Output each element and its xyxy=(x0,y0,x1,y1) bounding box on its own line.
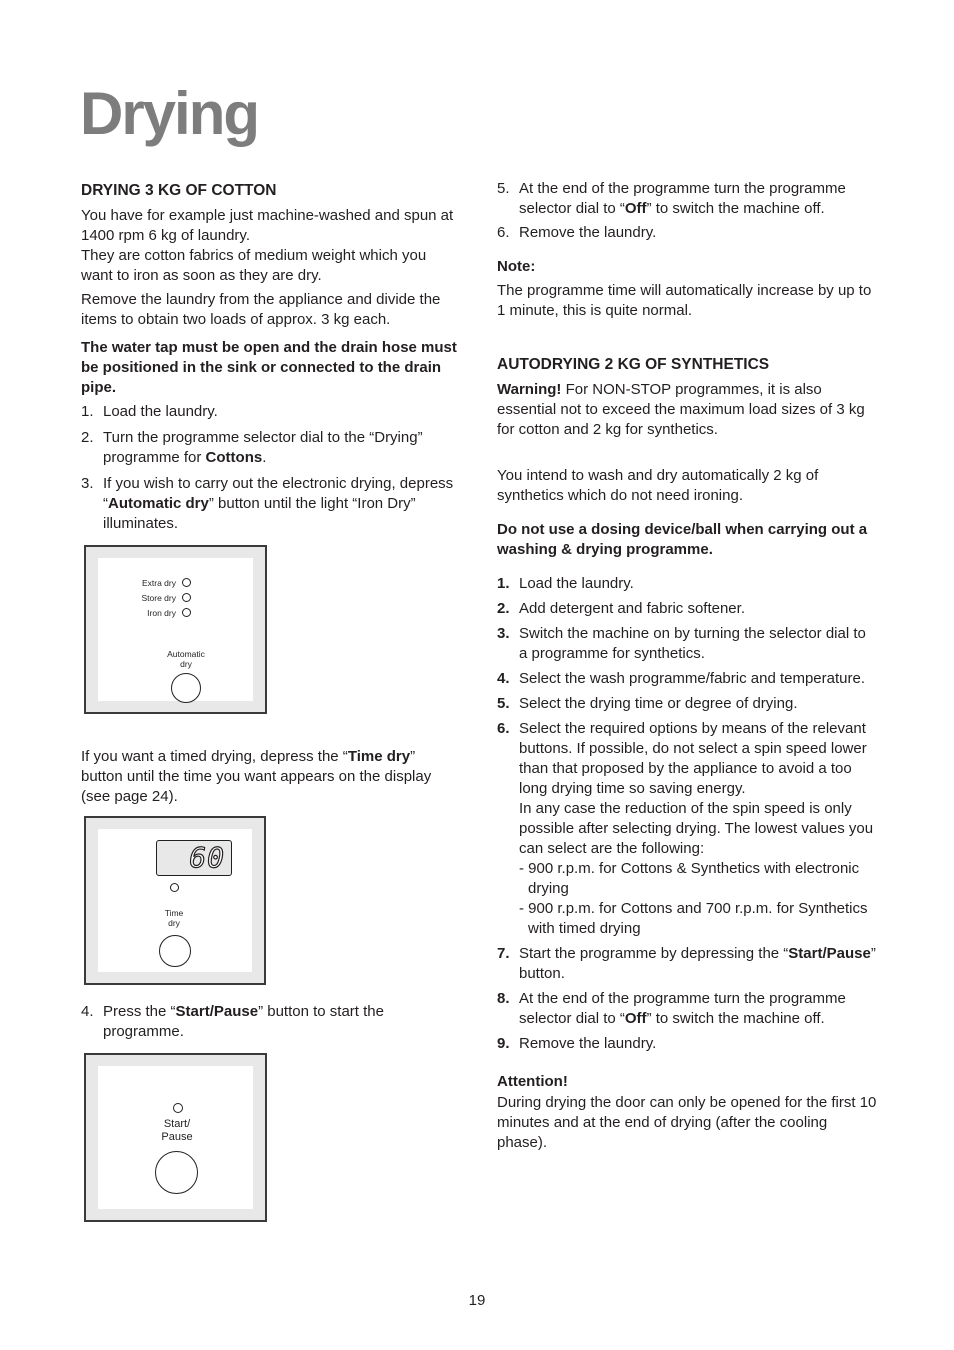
list-item: 2. Add detergent and fabric softener. xyxy=(497,600,745,617)
control-panel-time-dry xyxy=(84,816,266,985)
list-item: 8. At the end of the programme turn the programme selector dial to “Off” to switch the machine off. xyxy=(497,990,846,1027)
note-text: The programme time will automatically increase by up to 1 minute, this is quite normal. xyxy=(497,282,872,319)
led-indicator xyxy=(182,593,191,602)
list-item: 9. Remove the laundry. xyxy=(497,1035,657,1052)
led-indicator xyxy=(170,883,179,892)
list-emphasis: Automatic dry xyxy=(108,495,209,512)
list-number: 4. xyxy=(81,1003,94,1020)
button-label: Start/ Pause xyxy=(161,1118,193,1143)
button-label: Time dry xyxy=(164,908,184,928)
start-pause-button[interactable] xyxy=(155,1151,198,1194)
button-label: Automatic dry xyxy=(167,649,205,669)
list-number: 2. xyxy=(81,429,94,446)
list-emphasis: Off xyxy=(624,200,647,217)
list-item: 5. Select the drying time or degree of drying. xyxy=(497,695,798,712)
time-display xyxy=(156,840,232,876)
control-panel-automatic-dry xyxy=(84,545,267,714)
led-label-store-dry: Store dry xyxy=(141,593,176,603)
page-number: 19 xyxy=(468,1292,486,1309)
list-item: 3. Switch the machine on by turning the selector dial to a programme for synthetics. xyxy=(497,625,866,662)
warning-text: The water tap must be open and the drain hose must be positioned in the sink or connected to the drain pipe. xyxy=(81,339,457,396)
list-item: 5. At the end of the programme turn the programme selector dial to “Off” to switch the machine off. xyxy=(497,180,846,217)
text-emphasis: Time dry xyxy=(347,748,411,765)
paragraph: Remove the laundry from the appliance and divide the items to obtain two loads of approx. 3 kg each. xyxy=(81,291,441,328)
list-text: Turn the programme selector dial to the “Drying” programme for xyxy=(103,429,423,466)
page-title: Drying xyxy=(80,80,259,147)
list-text: If you wish to carry out the electronic drying, depress “ xyxy=(103,475,454,512)
led-indicator xyxy=(182,608,191,617)
list-text: . xyxy=(262,449,267,466)
list-item xyxy=(81,402,459,422)
led-indicator xyxy=(173,1103,183,1113)
list-item: 1. Load the laundry. xyxy=(497,575,634,592)
list-item: 4. Press the “Start/Pause” button to start the programme. xyxy=(81,1003,384,1040)
attention-heading: Attention! xyxy=(497,1073,568,1090)
automatic-dry-button[interactable] xyxy=(171,673,201,703)
note-heading: Note: xyxy=(497,258,536,275)
list-emphasis: Cottons xyxy=(205,449,263,466)
list-number: 6. xyxy=(497,224,510,241)
right-column xyxy=(497,179,877,1153)
paragraph: You have for example just machine-washed and spun at 1400 rpm 6 kg of laundry. xyxy=(81,207,454,244)
section-heading-synthetics: AUTODRYING 2 KG OF SYNTHETICS xyxy=(497,356,770,373)
attention-text: During drying the door can only be opened for the first 10 minutes and at the end of drying (after the cooling phase). xyxy=(497,1094,877,1151)
section-heading-cotton: DRYING 3 KG OF COTTON xyxy=(81,182,277,199)
led-label-extra-dry: Extra dry xyxy=(141,578,176,588)
time-dry-button[interactable] xyxy=(159,935,191,967)
warning-paragraph: Warning! For NON-STOP programmes, it is also essential not to exceed the maximum load sizes of 3 kg for cotton and 2 kg for synthetics. xyxy=(497,381,865,438)
list-item: 4. Select the wash programme/fabric and temperature. xyxy=(497,670,866,687)
list-number: 5. xyxy=(497,180,510,197)
dosing-warning: Do not use a dosing device/ball when carrying out a washing & drying programme. xyxy=(497,521,868,558)
led-label-iron-dry: Iron dry xyxy=(147,608,176,618)
paragraph: You intend to wash and dry automatically 2 kg of synthetics which do not need ironing. xyxy=(497,467,819,504)
list-item: 6. Remove the laundry. xyxy=(497,224,657,241)
list-number: 1. xyxy=(81,403,94,420)
list-item xyxy=(81,428,459,468)
control-panel-start-pause xyxy=(84,1053,267,1222)
display-value: 60 xyxy=(189,841,225,874)
left-column xyxy=(81,181,459,534)
list-text: ” button until the light “Iron Dry” illuminates. xyxy=(103,495,416,532)
list-number: 3. xyxy=(81,475,94,492)
list-item xyxy=(81,474,459,534)
paragraph: They are cotton fabrics of medium weight which you want to iron as soon as they are dry. xyxy=(81,247,427,284)
timed-drying-text: If you want a timed drying, depress the “Time dry” button until the time you want appears on the display (see page 24). xyxy=(81,748,432,805)
list-item: 6. Select the required options by means of the relevant buttons. If possible, do not select a spin speed lower than that proposed by the appliance to avoid a too long drying time so saving energy. In any case the reduction of the spin speed is only possible after selecting drying. The lowest values you can select are the following: - 900 r.p.m. for Cottons & Synthetics with electronic drying - 900 r.p.m. for Cottons and 700 r.p.m. for Synthetics with timed drying xyxy=(497,720,874,937)
list-emphasis: Start/Pause xyxy=(175,1003,259,1020)
led-indicator xyxy=(182,578,191,587)
list-item: 7. Start the programme by depressing the “Start/Pause” button. xyxy=(497,945,876,982)
list-text: Load the laundry. xyxy=(103,403,218,420)
